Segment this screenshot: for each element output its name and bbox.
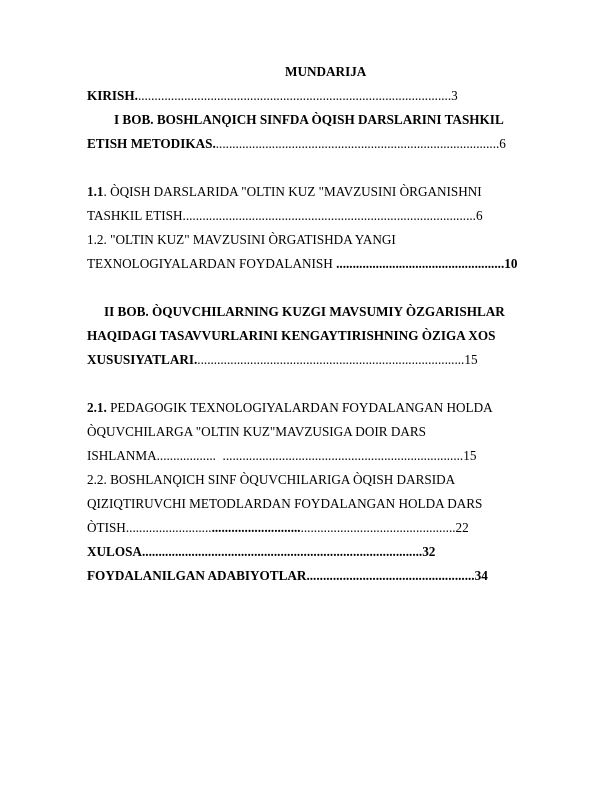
toc-entry-1-2-line1: 1.2. "OLTIN KUZ" MAVZUSINI ÒRGATISHDA YANGI (87, 232, 396, 247)
toc-leader: .................. ......................................................................... (156, 448, 464, 463)
toc-chapter2-title-line2: HAQIDAGI TASAVVURLARINI KENGAYTIRISHNING ÒZIGA XOS (87, 328, 496, 343)
toc-entry-title: XUSUSIYATLARI. (87, 352, 198, 367)
toc-entry-kirish (87, 88, 458, 104)
toc-entry-title: PEDAGOGIK TEXNOLOGIYALARDAN FOYDALANGAN HOLDA (106, 400, 493, 415)
toc-entry-2-1-line1 (87, 400, 493, 416)
toc-entry-2-1-line3 (87, 448, 476, 464)
toc-page-number: 3 (451, 88, 458, 103)
toc-leader: ...................................................................................... (215, 136, 500, 151)
toc-chapter2-title-line1: II BOB. ÒQUVCHILARNING KUZGI MAVSUMIY ÒZGARISHLAR (104, 304, 505, 319)
toc-chapter1-title-line1: I BOB. BOSHLANǪICH SINFDA ÒQISH DARSLARINI TASHKIL (114, 112, 504, 127)
toc-leader: ............................................... (300, 520, 456, 535)
toc-entry-chapter2 (87, 352, 478, 368)
toc-leader: ................................................... (336, 256, 505, 271)
toc-entry-title: ÒTISH (87, 520, 126, 535)
toc-entry-title: KIRISH. (87, 88, 138, 103)
toc-entry-2-1-line2: ÒQUVCHILARGA "OLTIN KUZ"MAVZUSIGA DOIR DARS (87, 424, 427, 439)
toc-page-number: 15 (463, 448, 477, 463)
toc-entry-adabiyotlar (87, 568, 488, 584)
section-number: 1.1 (87, 184, 104, 199)
toc-leader: ..................................................................................... (141, 544, 423, 559)
toc-leader: .......................... (125, 520, 212, 535)
toc-entry-title: ISHLANMA (87, 448, 157, 463)
toc-leader: ................................................... (306, 568, 475, 583)
toc-page-number: 34 (474, 568, 488, 583)
toc-entry-xulosa (87, 544, 435, 560)
toc-page-number: 6 (475, 208, 483, 223)
toc-page-number: 32 (422, 544, 436, 559)
toc-entry-2-2-line1: 2.2. BOSHLANǪICH SINF ÒQUVCHILARIGA ÒQISH DARSIDA (87, 472, 456, 487)
toc-entry-title: TASHKIL ETISH (87, 208, 183, 223)
toc-entry-title: . ÒQISH DARSLARIDA "OLTIN KUZ "MAVZUSINI ÒRGANISHNI (103, 184, 482, 199)
toc-entry-2-2-line2: QIZIQTIRUVCHI METODLARDAN FOYDALANGAN HOLDA DARS (87, 496, 483, 511)
toc-leader: ......................................................................................... (182, 208, 476, 223)
toc-leader: ........................... (211, 520, 301, 535)
section-number: 2.1. (87, 400, 107, 415)
toc-entry-1-1-line2 (87, 208, 483, 224)
toc-entry-1-1-line1 (87, 184, 482, 200)
toc-leader: ............................................................................................... (137, 88, 452, 103)
toc-leader: ................................................................................. (197, 352, 465, 367)
toc-page-number: 6 (499, 136, 506, 151)
toc-entry-title: TEXNOLOGIYALARDAN FOYDALANISH (87, 256, 337, 271)
toc-entry-title: FOYDALANILGAN ADABIYOTLAR (87, 568, 307, 583)
toc-entry-chapter1 (87, 136, 506, 152)
toc-page-number: 15 (464, 352, 478, 367)
toc-entry-2-2-line3 (87, 520, 469, 536)
toc-entry-title: XULOSA (87, 544, 142, 559)
toc-page-number: 10 (504, 256, 518, 271)
toc-page-number: 22 (455, 520, 469, 535)
toc-heading: MUNDARIJA (285, 64, 367, 79)
toc-entry-1-2-line2 (87, 256, 517, 272)
toc-entry-title: ETISH METODIKAS. (87, 136, 216, 151)
